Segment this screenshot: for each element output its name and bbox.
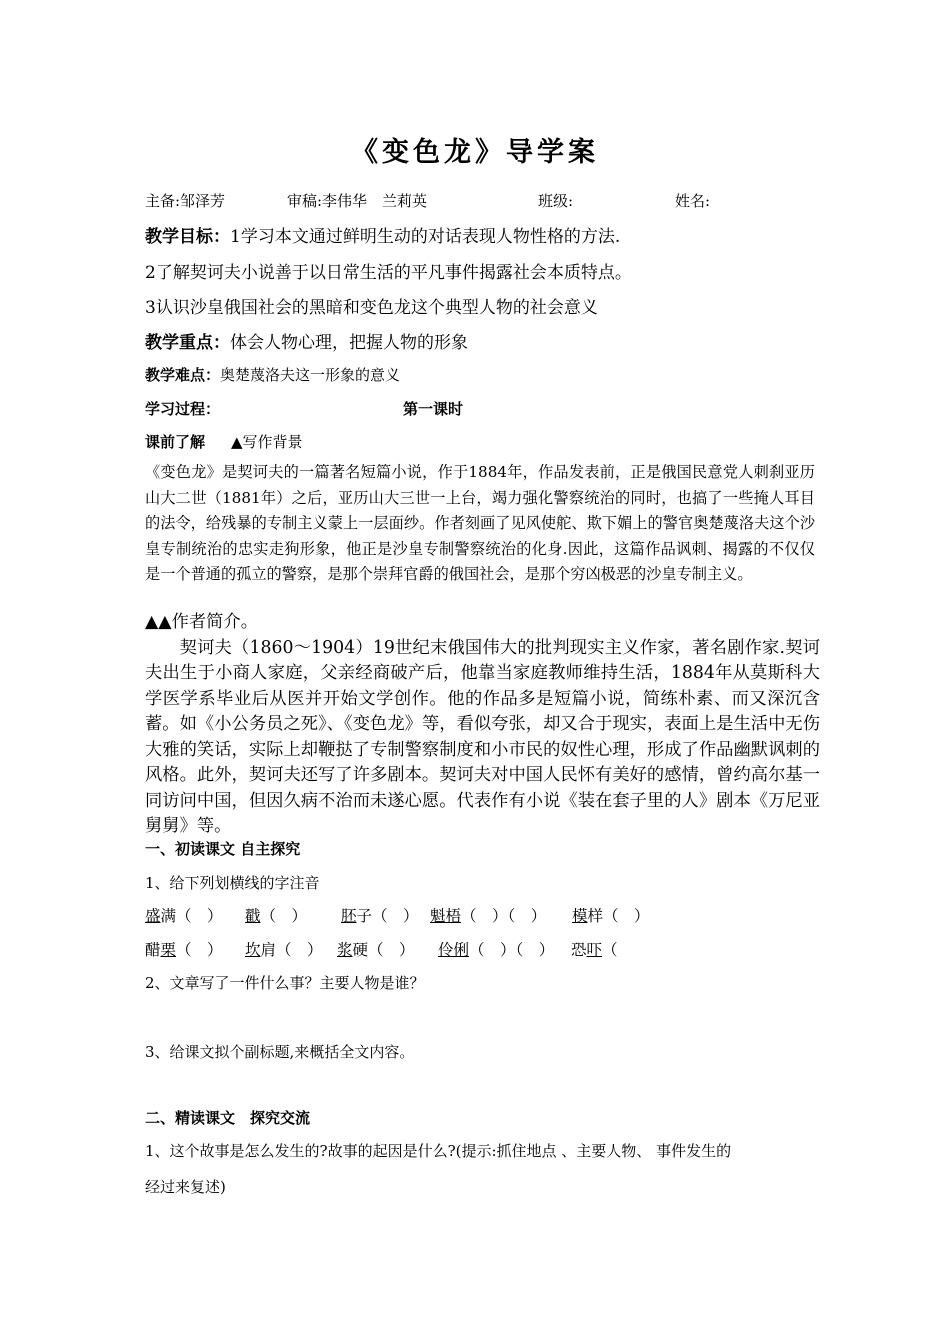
section2-q1-line2: 经过来复述) — [145, 1178, 226, 1196]
author-paragraph: 契诃夫（1860～1904）19世纪末俄国伟大的批判现实主义作家，著名剧作家.契诃夫出生于小商人家庭，父亲经商破产后，他靠当家庭教师维持生活，1884年从莫斯科大学医学系毕业后从医并开始文学创作。他的作品多是短篇小说，简练朴素、而又深沉含蓄。如《小公务员之死》、《变色龙》等，看似夸张，却又合于现实，表面上是生活中无伤大雅的笑话，实际上却鞭挞了专制警察制度和小市民的奴性心理，形成了作品幽默讽刺的风格。此外，契诃夫还写了许多剧本。契诃夫对中国人民怀有美好的感情，曾约高尔基一同访问中国，但因久病不治而未遂心愿。代表作有小说《装在套子里的人》剧本《万尼亚舅舅》等。 — [145, 637, 820, 836]
process-label: 学习过程： — [145, 400, 221, 418]
word-item: 魁梧（ ）（ ） — [430, 907, 547, 925]
pinyin-row-1 — [145, 904, 650, 926]
objectives-label: 教学目标： — [145, 227, 230, 247]
lesson-label: 第一课时 — [403, 400, 464, 418]
difficulty-label: 教学难点： — [145, 366, 221, 384]
section1-q3: 3、给课文拟个副标题,来概括全文内容。 — [145, 1043, 415, 1061]
difficulty-text: 奥楚蔑洛夫这一形象的意义 — [220, 366, 401, 384]
class-label: 班级: — [538, 192, 574, 210]
author-heading: ▲▲作者简介。 — [145, 612, 258, 632]
difficulty-line — [145, 364, 400, 385]
word-item: 伶俐（ ）（ ） — [438, 941, 555, 959]
preview-subtitle: ▲写作背景 — [231, 433, 303, 451]
word-item: 浆硬（ ） — [337, 941, 415, 959]
preview-label: 课前了解 — [145, 433, 206, 451]
name-label: 姓名: — [675, 192, 711, 210]
key-point-text: 体会人物心理，把握人物的形象 — [230, 333, 468, 353]
word-item: 盛满（ ） — [145, 907, 223, 925]
objectives-line-1 — [145, 222, 620, 247]
document-title: 《变色龙》导学案 — [351, 137, 599, 168]
section2-heading: 二、精读课文 探究交流 — [145, 1109, 311, 1127]
word-item: 模样（ ） — [572, 907, 650, 925]
editor-label: 主备:邹泽芳 — [145, 192, 226, 210]
word-item: 胚子（ ） — [341, 907, 419, 925]
section1-q2: 2、文章写了一件什么事？主要人物是谁？ — [145, 974, 425, 992]
word-item: 醋栗（ ） — [145, 941, 223, 959]
word-item: 坎肩（ ） — [245, 941, 323, 959]
background-paragraph: 《变色龙》是契诃夫的一篇著名短篇小说，作于1884年，作品发表前，正是俄国民意党人刺刹亚历山大二世（1881年）之后，亚历山大三世一上台，竭力强化警察统治的同时，也搞了一些掩人耳目的法令，给残暴的专制主义蒙上一层面纱。作者刻画了见风使舵、欺下媚上的警官奥楚蔑洛夫这个沙皇专制统治的忠实走狗形象，他正是沙皇专制警察统治的化身.因此，这篇作品讽刺、揭露的不仅仅是一个普通的孤立的警察，是那个崇拜官爵的俄国社会，是那个穷凶极恶的沙皇专制主义。 — [145, 463, 815, 583]
section1-q1: 1、给下列划横线的字注音 — [145, 874, 320, 892]
objective-3: 3认识沙皇俄国社会的黑暗和变色龙这个典型人物的社会意义 — [145, 298, 598, 318]
word-item: 戳（ ） — [245, 907, 308, 925]
author-section — [145, 610, 820, 840]
reviewer-label: 审稿:李伟华 兰莉英 — [287, 192, 428, 210]
section2-q1-line1: 1、这个故事是怎么发生的?故事的起因是什么?(提示:抓住地点 、主要人物、 事件发生的 — [145, 1142, 732, 1160]
key-point-label: 教学重点： — [145, 333, 230, 353]
section1-heading: 一、初读课文 自主探究 — [145, 840, 301, 858]
pinyin-row-2 — [145, 938, 618, 960]
objective-1: 1学习本文通过鲜明生动的对话表现人物性格的方法. — [230, 227, 621, 247]
objective-2: 2了解契诃夫小说善于以日常生活的平凡事件揭露社会本质特点。 — [145, 263, 632, 283]
preview-line — [145, 431, 303, 452]
word-item: 恐吓（ — [571, 941, 618, 959]
key-point-line — [145, 328, 468, 353]
